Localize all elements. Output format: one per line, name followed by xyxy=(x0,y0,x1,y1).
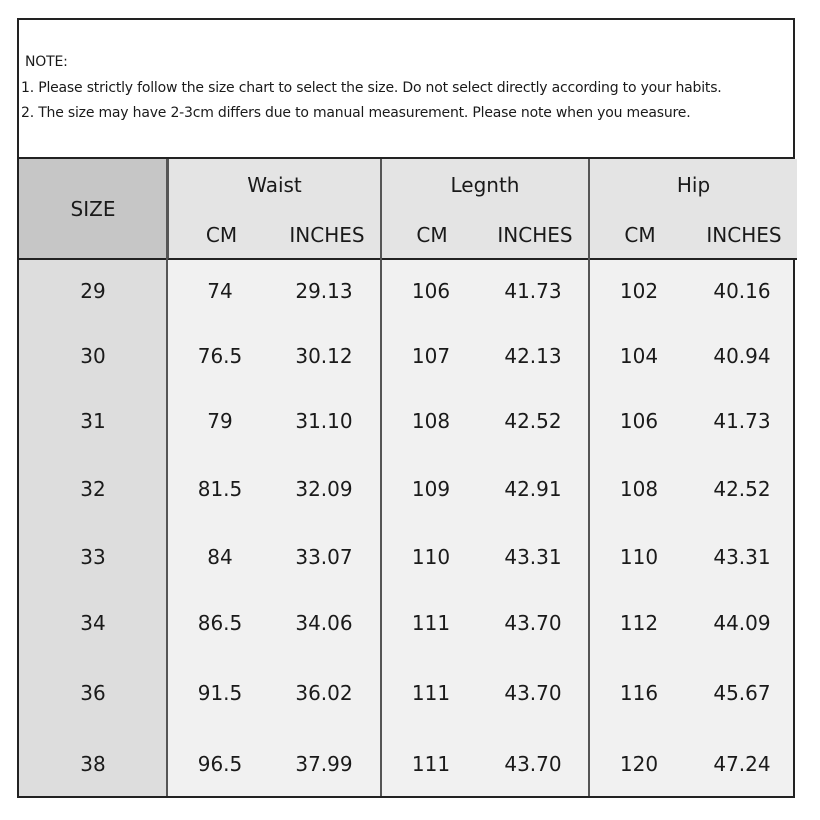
cell-waist-cm: 81.5 xyxy=(197,477,243,501)
length-inches-header: INCHES xyxy=(497,223,573,247)
cell-hip-in: 40.16 xyxy=(713,279,771,303)
cell-hip-in: 47.24 xyxy=(713,752,771,776)
cell-hip-in: 44.09 xyxy=(713,611,771,635)
cell-size: 34 xyxy=(80,611,106,635)
hip-cm-header: CM xyxy=(624,223,656,247)
cell-length-in: 42.13 xyxy=(504,344,562,368)
waist-header xyxy=(167,159,380,260)
note-line-2: 2. The size may have 2-3cm differs due to manual measurement. Please note when you measure. xyxy=(21,105,691,121)
cell-length-cm: 110 xyxy=(411,545,451,569)
cell-length-cm: 111 xyxy=(411,611,451,635)
size-column xyxy=(19,260,167,796)
cell-hip-cm: 108 xyxy=(619,477,659,501)
cell-waist-in: 33.07 xyxy=(295,545,353,569)
cell-size: 31 xyxy=(80,409,106,433)
cell-size: 29 xyxy=(80,279,106,303)
cell-hip-cm: 104 xyxy=(619,344,659,368)
cell-waist-in: 32.09 xyxy=(295,477,353,501)
cell-length-in: 42.91 xyxy=(504,477,562,501)
cell-length-in: 43.70 xyxy=(504,752,562,776)
cell-hip-in: 41.73 xyxy=(713,409,771,433)
cell-waist-in: 37.99 xyxy=(295,752,353,776)
length-cm-header: CM xyxy=(416,223,448,247)
cell-size: 30 xyxy=(80,344,106,368)
cell-length-cm: 108 xyxy=(411,409,451,433)
cell-hip-cm: 116 xyxy=(619,681,659,705)
cell-waist-cm: 86.5 xyxy=(197,611,243,635)
cell-length-cm: 106 xyxy=(411,279,451,303)
cell-hip-cm: 120 xyxy=(619,752,659,776)
waist-inches-header: INCHES xyxy=(289,223,365,247)
length-title: Legnth xyxy=(450,173,520,197)
cell-waist-in: 34.06 xyxy=(295,611,353,635)
cell-waist-cm: 91.5 xyxy=(197,681,243,705)
cell-hip-in: 45.67 xyxy=(713,681,771,705)
cell-length-cm: 111 xyxy=(411,681,451,705)
size-header: SIZE xyxy=(19,159,167,260)
data-area xyxy=(167,260,793,796)
cell-length-in: 43.31 xyxy=(504,545,562,569)
cell-length-in: 43.70 xyxy=(504,611,562,635)
cell-size: 38 xyxy=(80,752,106,776)
hip-title: Hip xyxy=(676,173,711,197)
cell-length-cm: 109 xyxy=(411,477,451,501)
cell-hip-in: 42.52 xyxy=(713,477,771,501)
note-section xyxy=(19,20,793,159)
cell-waist-in: 31.10 xyxy=(295,409,353,433)
cell-waist-in: 36.02 xyxy=(295,681,353,705)
cell-waist-cm: 74 xyxy=(207,279,233,303)
cell-size: 33 xyxy=(80,545,106,569)
cell-size: 32 xyxy=(80,477,106,501)
waist-title: Waist xyxy=(247,173,302,197)
divider-size xyxy=(166,159,168,796)
cell-length-cm: 107 xyxy=(411,344,451,368)
cell-length-in: 41.73 xyxy=(504,279,562,303)
size-chart-frame xyxy=(17,18,795,798)
cell-hip-in: 43.31 xyxy=(713,545,771,569)
waist-cm-header: CM xyxy=(205,223,238,247)
cell-waist-in: 30.12 xyxy=(295,344,353,368)
cell-hip-cm: 106 xyxy=(619,409,659,433)
cell-hip-in: 40.94 xyxy=(713,344,771,368)
cell-waist-in: 29.13 xyxy=(295,279,353,303)
cell-waist-cm: 79 xyxy=(207,409,233,433)
hip-header xyxy=(588,159,797,260)
cell-size: 36 xyxy=(80,681,106,705)
cell-waist-cm: 76.5 xyxy=(197,344,243,368)
note-line-1: 1. Please strictly follow the size chart to select the size. Do not select directly according to your habits. xyxy=(21,80,722,96)
cell-hip-cm: 102 xyxy=(619,279,659,303)
cell-waist-cm: 84 xyxy=(207,545,233,569)
length-header xyxy=(380,159,588,260)
note-title: NOTE: xyxy=(25,54,68,70)
cell-length-in: 43.70 xyxy=(504,681,562,705)
size-table xyxy=(19,159,793,796)
cell-waist-cm: 96.5 xyxy=(197,752,243,776)
hip-inches-header: INCHES xyxy=(706,223,782,247)
cell-length-cm: 111 xyxy=(411,752,451,776)
cell-hip-cm: 112 xyxy=(619,611,659,635)
cell-hip-cm: 110 xyxy=(619,545,659,569)
cell-length-in: 42.52 xyxy=(504,409,562,433)
